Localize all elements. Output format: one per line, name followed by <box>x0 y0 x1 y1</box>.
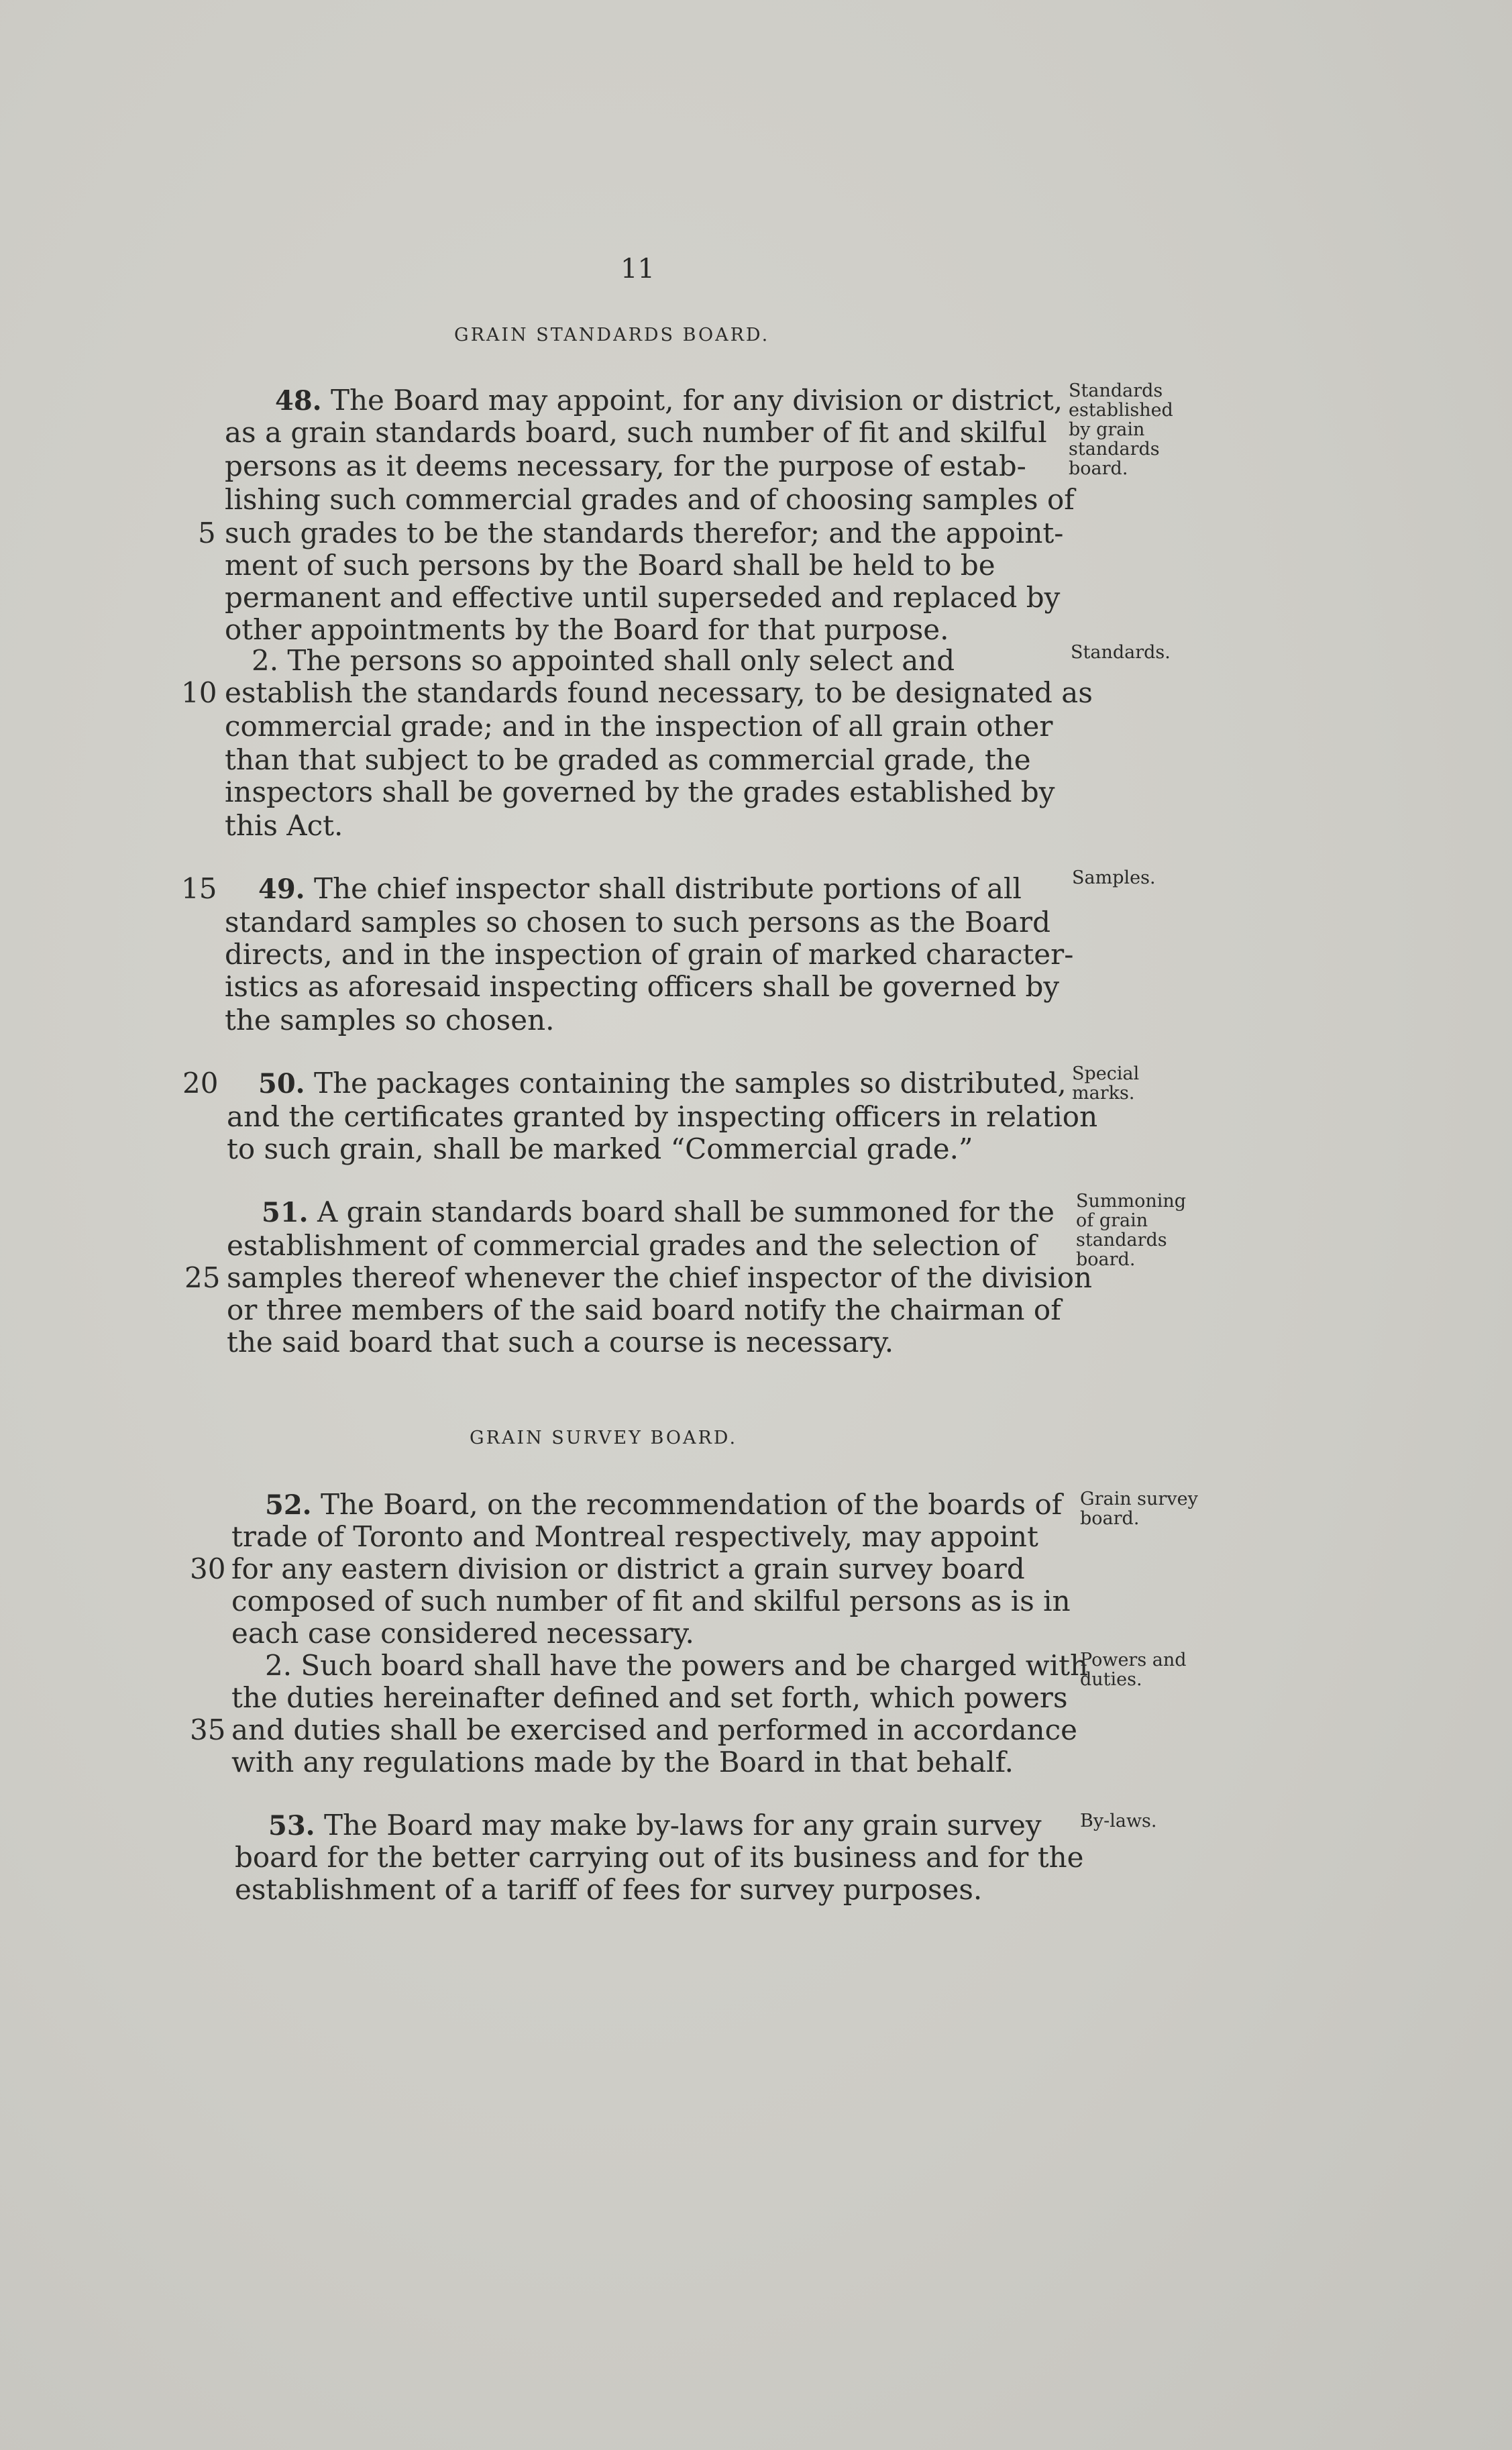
text-line: trade of Toronto and Montreal respectively, may appoint <box>231 1520 1038 1553</box>
text-line: other appointments by the Board for that purpose. <box>225 613 949 646</box>
text-line: and duties shall be exercised and performed in accordance <box>231 1713 1077 1746</box>
text-line: such grades to be the standards therefor; and the appoint- <box>225 517 1064 549</box>
text-line: establishment of a tariff of fees for survey purposes. <box>235 1873 983 1906</box>
text-line: this Act. <box>225 809 343 842</box>
text-line: samples thereof whenever the chief inspector of the division <box>227 1261 1093 1294</box>
margin-note-standards: Standards. <box>1071 642 1171 663</box>
text-line: and the certificates granted by inspecting officers in relation <box>227 1100 1098 1133</box>
text-line: composed of such number of fit and skilful persons as is in <box>231 1585 1071 1617</box>
text-line: or three members of the said board notify the chairman of <box>227 1293 1061 1326</box>
text-line: to such grain, shall be marked “Commercial grade.” <box>227 1132 973 1165</box>
text-line: 2. The persons so appointed shall only select and <box>252 644 955 677</box>
line-number: 25 <box>184 1261 221 1294</box>
line-number: 30 <box>190 1552 226 1585</box>
text-line: 53. The Board may make by-laws for any grain survey <box>268 1809 1042 1842</box>
heading-grain-survey: GRAIN SURVEY BOARD. <box>470 1428 738 1448</box>
text-line: the duties hereinafter defined and set forth, which powers <box>231 1681 1068 1714</box>
text-line: with any regulations made by the Board in that behalf. <box>231 1746 1014 1778</box>
text-line: than that subject to be graded as commercial grade, the <box>225 743 1031 776</box>
text-line: permanent and effective until superseded and replaced by <box>225 581 1061 614</box>
line-number: 5 <box>198 517 216 549</box>
text-line: board for the better carrying out of its business and for the <box>235 1841 1084 1874</box>
margin-note-standards-established: Standards established by grain standards board. <box>1069 380 1173 479</box>
margin-note-special-marks: Special marks. <box>1072 1063 1140 1104</box>
text-line: inspectors shall be governed by the grades established by <box>225 776 1055 808</box>
line-number: 20 <box>182 1067 219 1100</box>
text-line: 48. The Board may appoint, for any division or district, <box>275 384 1063 417</box>
margin-note-samples: Samples. <box>1072 867 1156 888</box>
text-line: 50. The packages containing the samples so distributed, <box>258 1067 1067 1100</box>
text-line: establish the standards found necessary, to be designated as <box>225 676 1093 709</box>
line-number: 10 <box>181 676 217 709</box>
text-line: standard samples so chosen to such persons as the Board <box>225 906 1051 939</box>
text-line: for any eastern division or district a grain survey board <box>231 1552 1025 1585</box>
line-number: 35 <box>190 1713 226 1746</box>
text-line: persons as it deems necessary, for the purpose of estab- <box>225 449 1026 482</box>
margin-note-powers-duties: Powers and duties. <box>1080 1650 1187 1690</box>
heading-grain-standards: GRAIN STANDARDS BOARD. <box>454 325 770 345</box>
text-line: 51. A grain standards board shall be summoned for the <box>262 1195 1055 1228</box>
text-line: directs, and in the inspection of grain of marked character- <box>225 938 1074 971</box>
text-line: ment of such persons by the Board shall be held to be <box>225 549 995 582</box>
text-line: as a grain standards board, such number of fit and skilful <box>225 416 1047 449</box>
page-number: 11 <box>620 254 655 284</box>
text-line: the samples so chosen. <box>225 1004 555 1036</box>
text-line: establishment of commercial grades and the selection of <box>227 1229 1037 1262</box>
margin-note-summoning: Summoning of grain standards board. <box>1076 1191 1187 1270</box>
text-line: commercial grade; and in the inspection of all grain other <box>225 710 1053 743</box>
margin-note-grain-survey-board: Grain survey board. <box>1080 1489 1198 1529</box>
text-line: each case considered necessary. <box>231 1617 694 1650</box>
margin-note-by-laws: By-laws. <box>1080 1811 1157 1831</box>
text-line: 52. The Board, on the recommendation of the boards of <box>265 1488 1063 1521</box>
text-line: the said board that such a course is necessary. <box>227 1326 894 1359</box>
text-line: 49. The chief inspector shall distribute portions of all <box>258 872 1022 905</box>
text-line: lishing such commercial grades and of choosing samples of <box>225 483 1075 516</box>
text-line: 2. Such board shall have the powers and be charged with <box>265 1649 1089 1682</box>
line-number: 15 <box>181 872 217 905</box>
text-line: istics as aforesaid inspecting officers shall be governed by <box>225 970 1060 1003</box>
